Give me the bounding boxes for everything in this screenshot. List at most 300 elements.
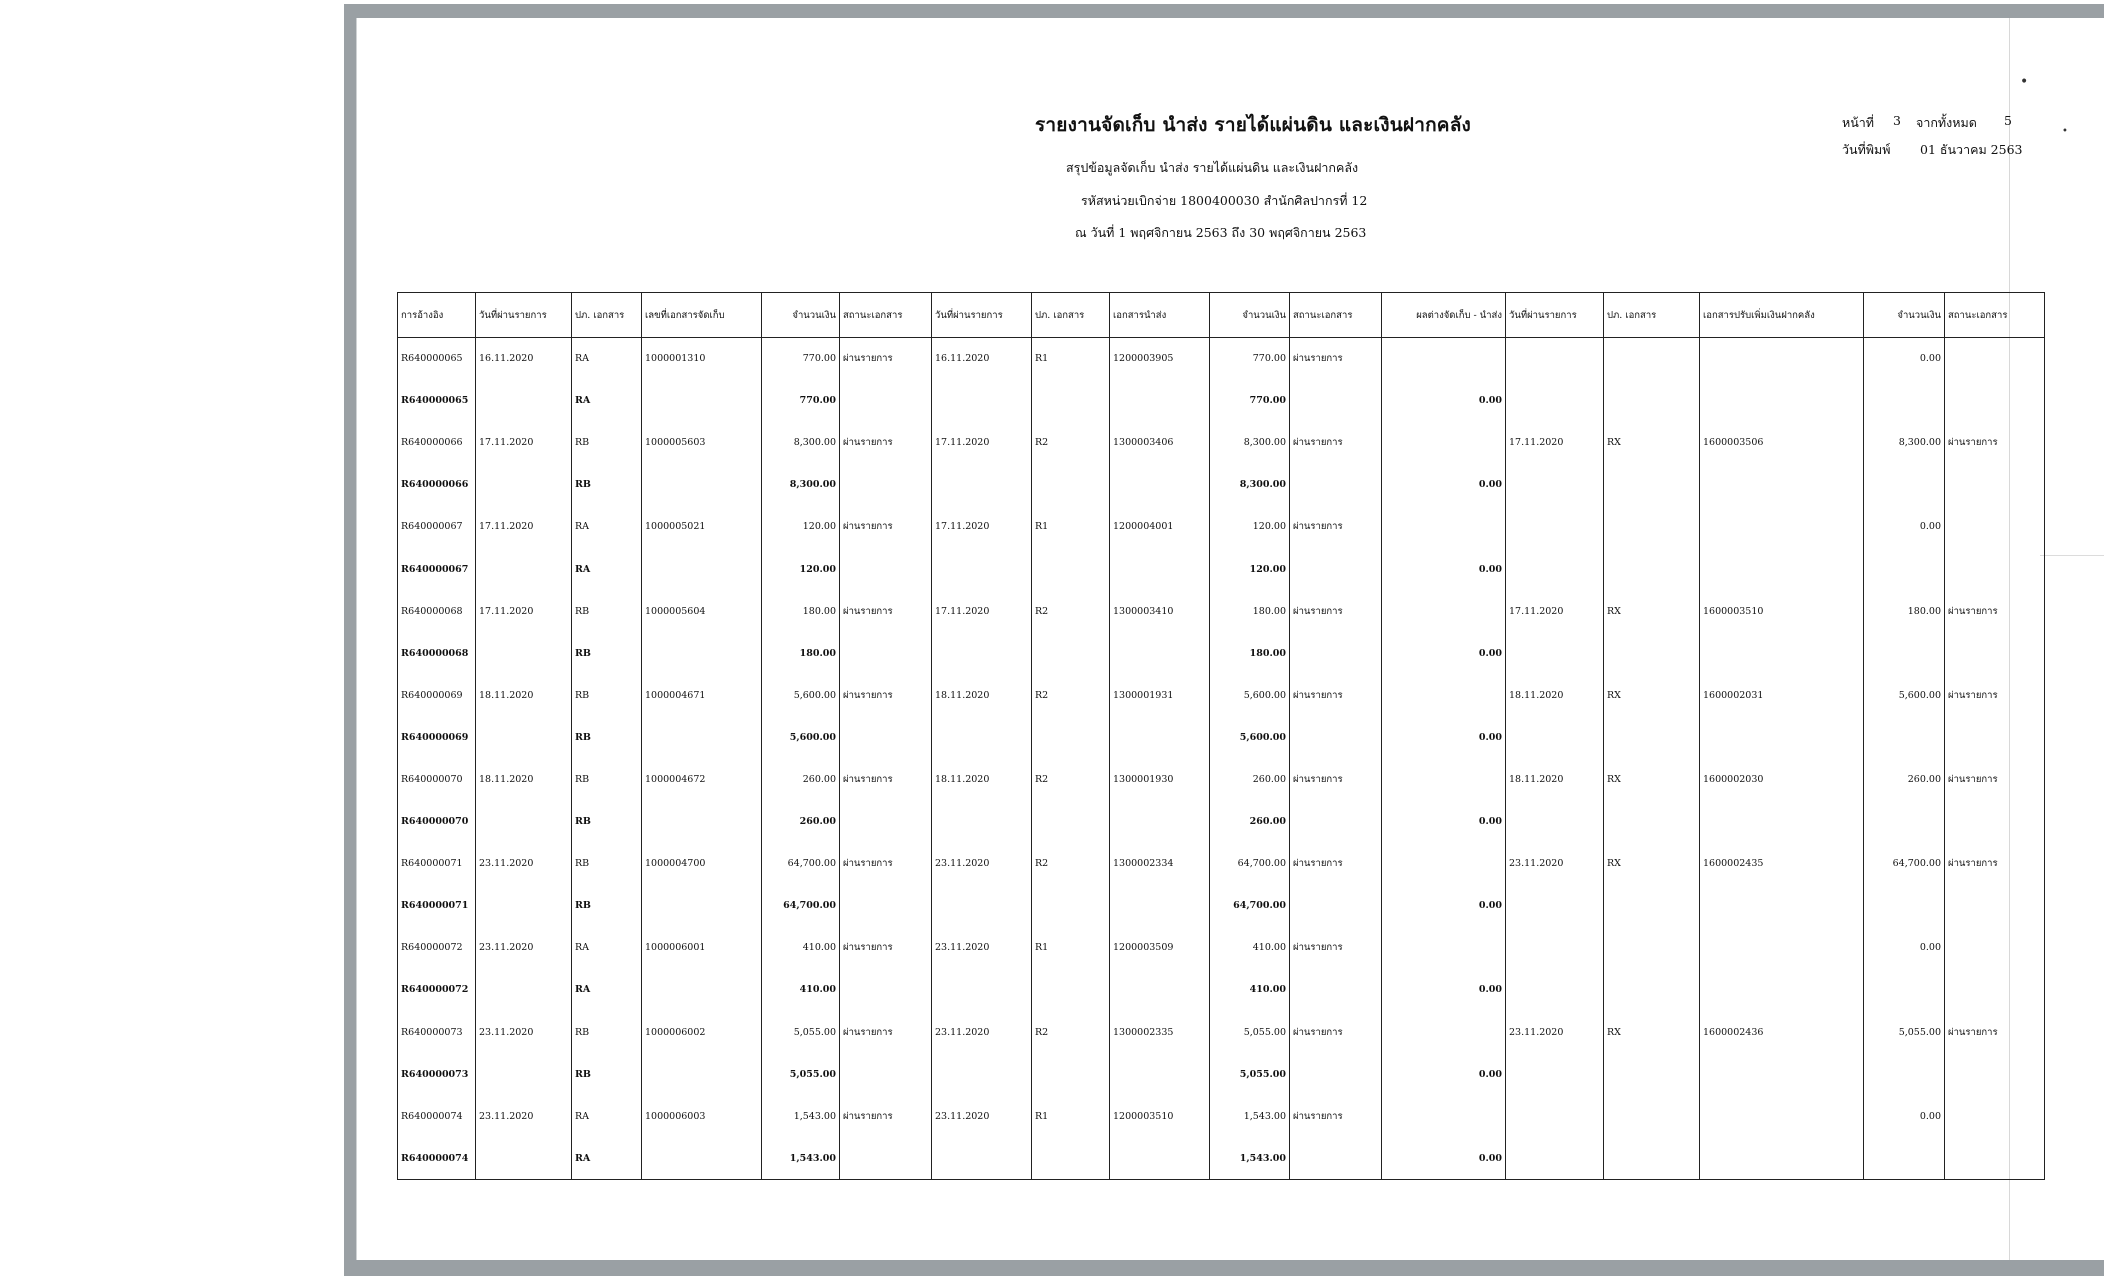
table-cell: R1 [1032, 506, 1110, 548]
table-cell [1604, 548, 1700, 590]
table-cell [1604, 380, 1700, 422]
table-cell: 0.00 [1382, 548, 1506, 590]
table-cell [1700, 1137, 1864, 1179]
table-cell [1110, 969, 1210, 1011]
table-cell: 1000006003 [642, 1095, 762, 1137]
table-cell [1945, 338, 2045, 380]
column-header: เอกสารปรับเพิ่มเงินฝากคลัง [1700, 293, 1864, 338]
column-header: ปภ. เอกสาร [1604, 293, 1700, 338]
table-cell: 16.11.2020 [932, 338, 1032, 380]
table-cell: R2 [1032, 674, 1110, 716]
table-cell [1864, 1053, 1945, 1095]
table-cell [840, 885, 932, 927]
table-cell [1700, 716, 1864, 758]
table-cell [1700, 632, 1864, 674]
table-cell: 1600002435 [1700, 843, 1864, 885]
table-cell [1032, 1053, 1110, 1095]
table-cell: 17.11.2020 [932, 590, 1032, 632]
table-cell [1604, 464, 1700, 506]
table-cell: 64,700.00 [762, 885, 840, 927]
table-cell: 16.11.2020 [476, 338, 572, 380]
table-cell: R640000074 [398, 1095, 476, 1137]
table-cell [840, 632, 932, 674]
table-cell: RB [572, 716, 642, 758]
table-cell [932, 969, 1032, 1011]
table-cell: R1 [1032, 927, 1110, 969]
table-cell: 120.00 [1210, 548, 1290, 590]
table-cell: 23.11.2020 [932, 843, 1032, 885]
table-cell: R640000069 [398, 674, 476, 716]
table-cell [1506, 927, 1604, 969]
table-cell: 23.11.2020 [476, 1095, 572, 1137]
table-cell [1506, 716, 1604, 758]
table-cell: ผ่านรายการ [1945, 590, 2045, 632]
table-cell [1506, 338, 1604, 380]
table-cell: 1000005604 [642, 590, 762, 632]
table-cell: 260.00 [1210, 801, 1290, 843]
table-cell: 770.00 [1210, 380, 1290, 422]
column-header: ปภ. เอกสาร [1032, 293, 1110, 338]
table-cell: RX [1604, 758, 1700, 800]
table-cell [840, 1137, 932, 1179]
table-cell [1382, 506, 1506, 548]
table-cell: 0.00 [1382, 380, 1506, 422]
table-cell: 260.00 [1864, 758, 1945, 800]
table-cell [1382, 590, 1506, 632]
table-cell: R640000066 [398, 464, 476, 506]
table-cell [476, 464, 572, 506]
table-cell: ผ่านรายการ [1290, 422, 1382, 464]
table-cell [1032, 801, 1110, 843]
table-cell [1604, 885, 1700, 927]
table-cell: 0.00 [1382, 464, 1506, 506]
table-cell: RX [1604, 1011, 1700, 1053]
table-cell: RB [572, 422, 642, 464]
table-cell: 1300001930 [1110, 758, 1210, 800]
table-cell [1506, 969, 1604, 1011]
table-cell: 5,600.00 [762, 674, 840, 716]
table-cell [1506, 380, 1604, 422]
table-cell: 1200004001 [1110, 506, 1210, 548]
table-cell: 1300002334 [1110, 843, 1210, 885]
table-cell: 8,300.00 [1210, 422, 1290, 464]
table-cell [932, 380, 1032, 422]
table-cell [1506, 801, 1604, 843]
table-cell [1945, 1095, 2045, 1137]
table-cell: 17.11.2020 [932, 422, 1032, 464]
table-cell: 180.00 [1210, 590, 1290, 632]
table-cell [1945, 464, 2045, 506]
table-cell [1382, 1095, 1506, 1137]
table-cell: ผ่านรายการ [1945, 674, 2045, 716]
table-cell [1290, 464, 1382, 506]
column-header: จำนวนเงิน [1210, 293, 1290, 338]
table-cell: RB [572, 632, 642, 674]
table-cell [1700, 969, 1864, 1011]
table-cell [1700, 380, 1864, 422]
table-cell: 180.00 [762, 632, 840, 674]
table-cell: 5,600.00 [762, 716, 840, 758]
table-cell [642, 801, 762, 843]
table-cell [1604, 927, 1700, 969]
subtotal-row [398, 1053, 2045, 1095]
table-cell: 23.11.2020 [1506, 843, 1604, 885]
table-cell: 1000005603 [642, 422, 762, 464]
table-cell: 1,543.00 [1210, 1095, 1290, 1137]
table-cell [932, 548, 1032, 590]
table-cell: 17.11.2020 [476, 422, 572, 464]
table-cell: 1,543.00 [762, 1095, 840, 1137]
table-cell: 1600002031 [1700, 674, 1864, 716]
table-cell: 8,300.00 [1864, 422, 1945, 464]
table-row [398, 506, 2045, 548]
table-cell: 0.00 [1382, 801, 1506, 843]
table-cell: R640000067 [398, 548, 476, 590]
table-cell: ผ่านรายการ [1290, 506, 1382, 548]
table-cell [1864, 716, 1945, 758]
table-cell: R640000068 [398, 590, 476, 632]
period-line: ณ วันที่ 1 พฤศจิกายน 2563 ถึง 30 พฤศจิกายน 2563 [1075, 225, 1367, 240]
table-cell: 17.11.2020 [476, 506, 572, 548]
table-cell [1864, 548, 1945, 590]
table-cell [1864, 969, 1945, 1011]
table-cell [1700, 338, 1864, 380]
table-cell: 8,300.00 [762, 464, 840, 506]
table-cell [476, 1137, 572, 1179]
table-cell [1700, 885, 1864, 927]
table-cell: 5,055.00 [762, 1053, 840, 1095]
table-row [398, 590, 2045, 632]
table-cell: R2 [1032, 590, 1110, 632]
table-cell [642, 969, 762, 1011]
table-cell: 180.00 [762, 590, 840, 632]
table-cell: ผ่านรายการ [840, 674, 932, 716]
table-cell: 23.11.2020 [476, 1011, 572, 1053]
table-cell: ผ่านรายการ [1945, 1011, 2045, 1053]
table-cell [1290, 380, 1382, 422]
table-cell: 23.11.2020 [476, 843, 572, 885]
table-cell: R640000068 [398, 632, 476, 674]
table-cell [642, 885, 762, 927]
table-cell: RA [572, 338, 642, 380]
table-cell [1945, 506, 2045, 548]
table-cell [1700, 801, 1864, 843]
table-cell [642, 380, 762, 422]
table-cell [1382, 758, 1506, 800]
table-cell [1604, 716, 1700, 758]
table-cell: 1200003510 [1110, 1095, 1210, 1137]
column-header: วันที่ผ่านรายการ [932, 293, 1032, 338]
table-cell [1864, 632, 1945, 674]
table-cell: 1600002030 [1700, 758, 1864, 800]
table-cell: RA [572, 1095, 642, 1137]
table-cell: 1200003509 [1110, 927, 1210, 969]
table-cell: RA [572, 548, 642, 590]
table-cell [1506, 1095, 1604, 1137]
table-cell: 8,300.00 [762, 422, 840, 464]
table-row [398, 843, 2045, 885]
table-cell: 5,055.00 [1210, 1053, 1290, 1095]
table-cell [476, 1053, 572, 1095]
table-cell: 120.00 [762, 548, 840, 590]
table-cell: 1,543.00 [1210, 1137, 1290, 1179]
table-cell: 5,055.00 [1210, 1011, 1290, 1053]
table-cell: R2 [1032, 422, 1110, 464]
table-cell: 770.00 [762, 338, 840, 380]
table-cell: 0.00 [1864, 506, 1945, 548]
table-cell: 0.00 [1382, 632, 1506, 674]
table-cell: RB [572, 590, 642, 632]
table-cell: RX [1604, 674, 1700, 716]
table-cell: ผ่านรายการ [840, 1095, 932, 1137]
table-cell [840, 1053, 932, 1095]
table-cell: 260.00 [762, 758, 840, 800]
table-cell: 5,600.00 [1210, 716, 1290, 758]
table-cell [1290, 632, 1382, 674]
table-cell: 1000001310 [642, 338, 762, 380]
column-header: ปภ. เอกสาร [572, 293, 642, 338]
table-cell [1032, 1137, 1110, 1179]
table-cell [1382, 843, 1506, 885]
table-cell [642, 548, 762, 590]
table-cell [1032, 716, 1110, 758]
table-cell [1604, 801, 1700, 843]
subtotal-row [398, 885, 2045, 927]
column-header: จำนวนเงิน [762, 293, 840, 338]
table-cell: ผ่านรายการ [840, 927, 932, 969]
subtotal-row [398, 548, 2045, 590]
table-cell [1032, 969, 1110, 1011]
page-of-label: จากทั้งหมด [1916, 115, 1977, 130]
table-cell: 180.00 [1210, 632, 1290, 674]
table-cell [1864, 801, 1945, 843]
table-cell: 18.11.2020 [932, 758, 1032, 800]
table-cell [1945, 927, 2045, 969]
table-cell [1032, 548, 1110, 590]
table-cell: 0.00 [1382, 885, 1506, 927]
table-cell: 0.00 [1864, 927, 1945, 969]
table-cell [1506, 464, 1604, 506]
table-cell [1700, 1053, 1864, 1095]
table-cell: R2 [1032, 758, 1110, 800]
table-cell: 23.11.2020 [932, 1011, 1032, 1053]
column-header: ผลต่างจัดเก็บ - นำส่ง [1382, 293, 1506, 338]
table-cell [1382, 338, 1506, 380]
table-cell: 1600003510 [1700, 590, 1864, 632]
table-cell: 64,700.00 [762, 843, 840, 885]
table-row [398, 927, 2045, 969]
table-cell: ผ่านรายการ [1290, 1011, 1382, 1053]
table-cell: RA [572, 506, 642, 548]
table-cell [642, 1137, 762, 1179]
table-cell [932, 716, 1032, 758]
table-cell: R640000065 [398, 338, 476, 380]
table-cell [1290, 885, 1382, 927]
table-cell: R640000071 [398, 843, 476, 885]
table-cell: RA [572, 380, 642, 422]
table-cell [1110, 885, 1210, 927]
table-cell [1290, 969, 1382, 1011]
table-cell: 0.00 [1864, 1095, 1945, 1137]
table-cell: 0.00 [1382, 716, 1506, 758]
table-cell: 410.00 [762, 969, 840, 1011]
column-header: จำนวนเงิน [1864, 293, 1945, 338]
table-cell [1700, 1095, 1864, 1137]
table-cell: 18.11.2020 [932, 674, 1032, 716]
table-cell [1700, 464, 1864, 506]
table-cell: 18.11.2020 [1506, 674, 1604, 716]
table-cell [1506, 1053, 1604, 1095]
table-cell: 23.11.2020 [932, 927, 1032, 969]
scan-speck: • [2020, 74, 2029, 90]
table-cell: R640000070 [398, 801, 476, 843]
subtotal-row [398, 716, 2045, 758]
table-cell [1290, 548, 1382, 590]
table-cell [642, 1053, 762, 1095]
table-cell: R640000074 [398, 1137, 476, 1179]
table-cell: 18.11.2020 [476, 758, 572, 800]
table-row [398, 422, 2045, 464]
table-cell: 1000004671 [642, 674, 762, 716]
table-cell: R640000071 [398, 885, 476, 927]
page-number: 3 [1893, 113, 1901, 128]
table-cell [1290, 801, 1382, 843]
column-header: สถานะเอกสาร [1945, 293, 2045, 338]
table-cell: 5,600.00 [1864, 674, 1945, 716]
table-cell: 0.00 [1382, 969, 1506, 1011]
table-cell [1382, 1011, 1506, 1053]
table-cell: 1300002335 [1110, 1011, 1210, 1053]
table-cell [1032, 632, 1110, 674]
table-cell: 17.11.2020 [1506, 590, 1604, 632]
subtotal-row [398, 969, 2045, 1011]
table-cell [1032, 885, 1110, 927]
table-cell: 64,700.00 [1210, 885, 1290, 927]
table-cell: 5,055.00 [1864, 1011, 1945, 1053]
table-cell [1604, 506, 1700, 548]
table-cell [476, 716, 572, 758]
table-cell: R640000065 [398, 380, 476, 422]
table-cell: 64,700.00 [1210, 843, 1290, 885]
table-cell [1945, 548, 2045, 590]
print-date-label: วันที่พิมพ์ [1842, 142, 1891, 157]
table-cell: 410.00 [1210, 969, 1290, 1011]
table-cell [1110, 801, 1210, 843]
table-cell [476, 885, 572, 927]
table-cell [1604, 632, 1700, 674]
table-cell: 64,700.00 [1864, 843, 1945, 885]
table-cell [932, 1053, 1032, 1095]
table-cell [642, 716, 762, 758]
table-cell: 1000006001 [642, 927, 762, 969]
table-cell [840, 801, 932, 843]
report-title: รายงานจัดเก็บ นำส่ง รายได้แผ่นดิน และเงินฝากคลัง [1035, 114, 1472, 136]
table-cell [476, 801, 572, 843]
table-cell: 1300003410 [1110, 590, 1210, 632]
table-cell: 1000005021 [642, 506, 762, 548]
table-cell: ผ่านรายการ [840, 1011, 932, 1053]
table-cell: 180.00 [1864, 590, 1945, 632]
agency-line: รหัสหน่วยเบิกจ่าย 1800400030 สำนักศิลปากรที่ 12 [1081, 193, 1368, 208]
table-cell: RA [572, 1137, 642, 1179]
table-cell [1864, 885, 1945, 927]
table-cell: 17.11.2020 [1506, 422, 1604, 464]
table-cell [1945, 632, 2045, 674]
page-label: หน้าที่ [1842, 115, 1875, 130]
table-cell: ผ่านรายการ [1945, 843, 2045, 885]
table-cell [1945, 1053, 2045, 1095]
table-cell: RB [572, 758, 642, 800]
table-cell [1604, 1095, 1700, 1137]
table-cell: ผ่านรายการ [840, 843, 932, 885]
table-row [398, 1011, 2045, 1053]
table-cell: 1000004700 [642, 843, 762, 885]
table-cell: RB [572, 1053, 642, 1095]
table-cell [642, 464, 762, 506]
table-cell: ผ่านรายการ [1945, 758, 2045, 800]
table-cell: RB [572, 801, 642, 843]
table-cell [932, 885, 1032, 927]
table-cell [642, 632, 762, 674]
table-cell [476, 548, 572, 590]
table-cell: 410.00 [762, 927, 840, 969]
table-cell: 18.11.2020 [476, 674, 572, 716]
table-cell: 5,600.00 [1210, 674, 1290, 716]
table-cell [1110, 1053, 1210, 1095]
column-header: การอ้างอิง [398, 293, 476, 338]
table-cell [1110, 632, 1210, 674]
table-cell [1290, 1053, 1382, 1095]
table-cell: 260.00 [762, 801, 840, 843]
table-cell: RA [572, 927, 642, 969]
table-cell [1945, 1137, 2045, 1179]
table-cell: R640000072 [398, 969, 476, 1011]
column-header: สถานะเอกสาร [1290, 293, 1382, 338]
table-cell: ผ่านรายการ [1290, 758, 1382, 800]
table-cell: RX [1604, 590, 1700, 632]
table-cell: RB [572, 464, 642, 506]
table-cell: 1000004672 [642, 758, 762, 800]
table-cell: 770.00 [1210, 338, 1290, 380]
table-cell: ผ่านรายการ [1290, 338, 1382, 380]
subtotal-row [398, 1137, 2045, 1179]
table-cell: 1,543.00 [762, 1137, 840, 1179]
table-cell: 410.00 [1210, 927, 1290, 969]
table-cell: R640000069 [398, 716, 476, 758]
table-cell [1604, 969, 1700, 1011]
table-cell [1945, 380, 2045, 422]
table-cell [1382, 422, 1506, 464]
table-cell: ผ่านรายการ [1290, 927, 1382, 969]
table-cell: R640000067 [398, 506, 476, 548]
table-cell [1506, 506, 1604, 548]
table-cell: 5,055.00 [762, 1011, 840, 1053]
table-cell [1032, 380, 1110, 422]
table-cell: 1300003406 [1110, 422, 1210, 464]
table-cell [840, 380, 932, 422]
table-cell: RB [572, 1011, 642, 1053]
table-cell: ผ่านรายการ [1290, 1095, 1382, 1137]
table-cell [1700, 927, 1864, 969]
table-cell [1604, 1137, 1700, 1179]
table-cell: ผ่านรายการ [840, 338, 932, 380]
table-cell [1506, 632, 1604, 674]
report-table [397, 292, 2045, 1180]
table-cell [840, 969, 932, 1011]
table-cell: RX [1604, 843, 1700, 885]
table-row [398, 758, 2045, 800]
table-cell: 17.11.2020 [476, 590, 572, 632]
